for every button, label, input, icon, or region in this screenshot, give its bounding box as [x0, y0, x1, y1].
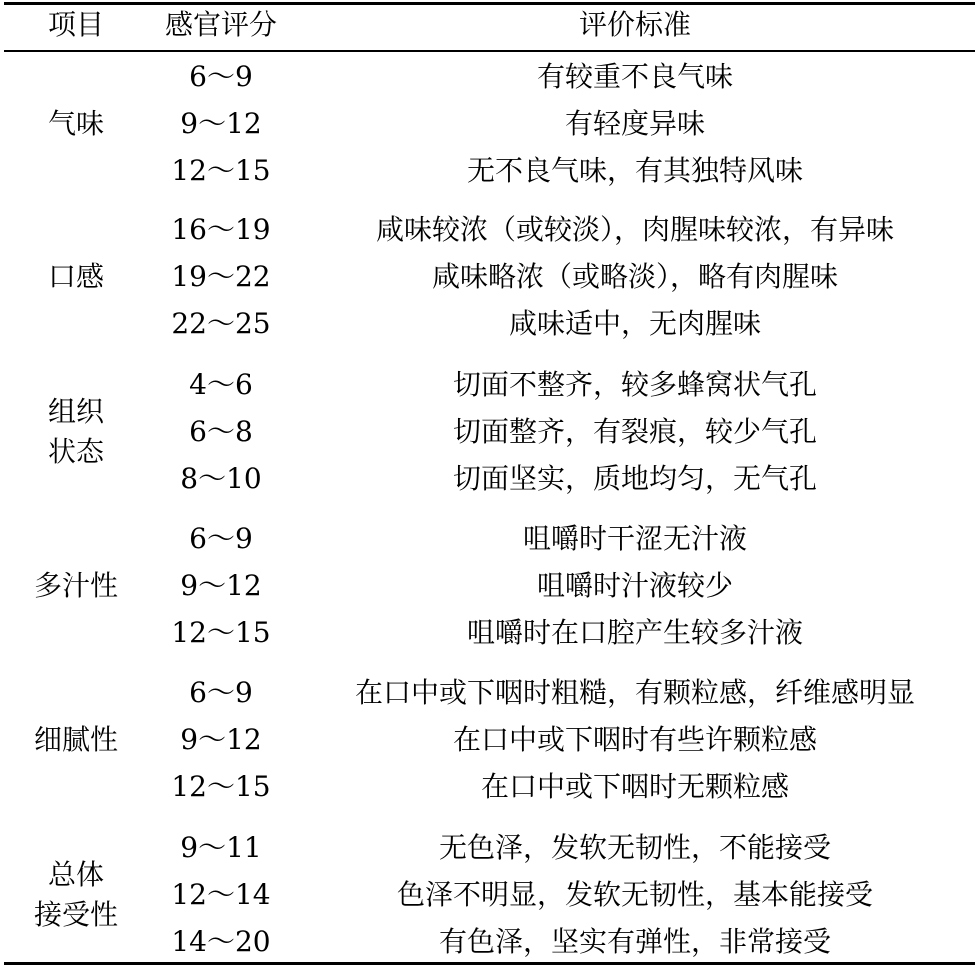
category-name: 多汁性 [33, 569, 119, 602]
category-name: 细腻性 [33, 723, 119, 756]
score-cell: 22～25 [171, 307, 271, 340]
criteria-cell: 切面不整齐，较多蜂窝状气孔 [452, 368, 818, 401]
score-cell: 9～12 [180, 107, 262, 140]
criteria-cell: 咀嚼时干涩无汁液 [522, 522, 748, 555]
score-cell: 9～11 [180, 831, 262, 864]
score-cell: 6～9 [189, 676, 253, 709]
top-rule [4, 2, 975, 5]
score-cell: 6～9 [189, 60, 253, 93]
category-name: 组织 [47, 395, 105, 428]
header-criteria: 评价标准 [578, 8, 692, 41]
score-cell: 16～19 [171, 213, 271, 246]
category-name: 口感 [47, 260, 105, 293]
criteria-cell: 色泽不明显，发软无韧性，基本能接受 [396, 878, 874, 911]
bottom-rule [4, 962, 975, 965]
criteria-cell: 有轻度异味 [564, 107, 706, 140]
category-name: 接受性 [33, 898, 119, 931]
criteria-cell: 咸味适中，无肉腥味 [508, 307, 762, 340]
score-cell: 6～9 [189, 522, 253, 555]
criteria-cell: 咸味较浓（或较淡），肉腥味较浓，有异味 [375, 213, 895, 246]
criteria-cell: 切面坚实，质地均匀，无气孔 [452, 462, 818, 495]
criteria-cell: 无不良气味，有其独特风味 [466, 154, 804, 187]
score-cell: 9～12 [180, 569, 262, 602]
category-name: 气味 [47, 107, 105, 140]
score-cell: 12～15 [171, 154, 271, 187]
score-cell: 12～14 [171, 878, 271, 911]
score-cell: 8～10 [180, 462, 262, 495]
criteria-cell: 咀嚼时在口腔产生较多汁液 [466, 616, 804, 649]
score-cell: 12～15 [171, 616, 271, 649]
score-cell: 9～12 [180, 723, 262, 756]
criteria-cell: 无色泽，发软无韧性，不能接受 [438, 831, 832, 864]
criteria-cell: 有较重不良气味 [536, 60, 734, 93]
score-cell: 19～22 [171, 260, 271, 293]
header-item: 项目 [47, 8, 105, 41]
score-cell: 12～15 [171, 770, 271, 803]
score-cell: 14～20 [171, 925, 271, 958]
category-name: 状态 [47, 435, 105, 468]
header-score: 感官评分 [164, 8, 278, 41]
criteria-cell: 咸味略浓（或略淡），略有肉腥味 [431, 260, 839, 293]
score-cell: 6～8 [189, 415, 253, 448]
criteria-cell: 在口中或下咽时有些许颗粒感 [452, 723, 818, 756]
header-rule [4, 50, 975, 52]
criteria-cell: 在口中或下咽时无颗粒感 [480, 770, 790, 803]
criteria-cell: 在口中或下咽时粗糙，有颗粒感，纤维感明显 [354, 676, 916, 709]
criteria-cell: 有色泽，坚实有弹性，非常接受 [438, 925, 832, 958]
criteria-cell: 咀嚼时汁液较少 [536, 569, 734, 602]
criteria-cell: 切面整齐，有裂痕，较少气孔 [452, 415, 818, 448]
score-cell: 4～6 [189, 368, 253, 401]
category-name: 总体 [47, 858, 105, 891]
